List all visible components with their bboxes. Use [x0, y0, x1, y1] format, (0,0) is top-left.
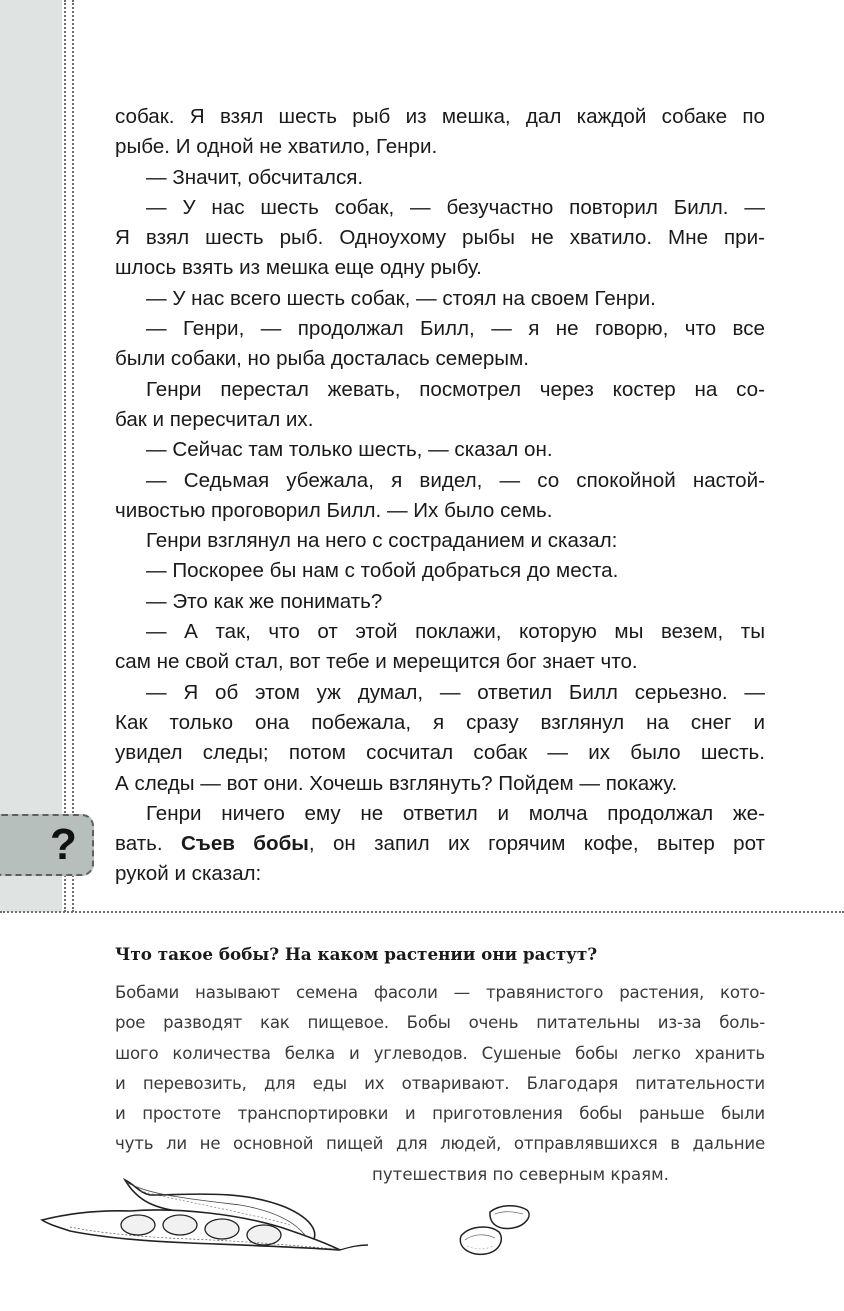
text-line: — У нас всего шесть собак, — стоял на своем Генри.	[146, 286, 656, 310]
text-fragment: , он запил их горячим кофе, вытер рот	[308, 832, 765, 856]
text-line: были собаки, но рыба досталась семерым.	[115, 347, 529, 371]
text-line: Я взял шесть рыб. Одноухому рыбы не хватило. Мне при-	[115, 226, 765, 250]
text-line: — Я об этом уж думал, — ответил Билл серьезно. —	[146, 680, 765, 704]
text-line: — У нас шесть собак, — безучастно повторил Билл. —	[146, 195, 765, 219]
question-marker	[0, 814, 94, 876]
answer-line: чуть ли не основной пищей для людей, отправлявшихся в дальние	[115, 1134, 765, 1154]
text-line: — Это как же понимать?	[146, 589, 383, 613]
text-line: А следы — вот они. Хочешь взглянуть? Пойдем — покажу.	[115, 771, 678, 795]
sidebar-answer-text	[115, 978, 765, 1160]
story-text	[115, 102, 765, 890]
answer-line: и простоте транспортировки и приготовления бобы раньше были	[115, 1104, 765, 1124]
glossary-term: Съев бобы	[180, 832, 309, 856]
text-line	[115, 829, 765, 859]
text-line: чивостью проговорил Билл. — Их было семь.	[115, 498, 553, 522]
text-line: — Поскорее бы нам с тобой добраться до места.	[146, 559, 619, 583]
text-line: — Сейчас там только шесть, — сказал он.	[146, 438, 553, 462]
beans-icon	[455, 1200, 535, 1260]
text-line: рыбе. И одной не хватило, Генри.	[115, 135, 438, 159]
answer-line: шого количества белка и углеводов. Сушеные бобы легко хранить	[115, 1043, 765, 1063]
text-line: бак и пересчитал их.	[115, 407, 314, 431]
answer-line: и перевозить, для еды их отваривают. Благодаря питательности	[115, 1073, 765, 1093]
margin-dotted-line	[64, 0, 66, 912]
margin-strip	[0, 0, 62, 912]
text-line: — Генри, — продолжал Билл, — я не говорю, что все	[146, 317, 765, 341]
text-line: шлось взять из мешка еще одну рыбу.	[115, 256, 482, 280]
text-line: Генри перестал жевать, посмотрел через костер на со-	[146, 377, 765, 401]
sidebar-question-title: Что такое бобы? На каком растении они растут?	[115, 944, 598, 964]
text-line: — Значит, обсчитался.	[146, 165, 364, 189]
answer-line: Бобами называют семена фасоли — травянистого растения, кото-	[115, 983, 765, 1002]
text-line: сам не свой стал, вот тебе и мерещится бог знает что.	[115, 650, 638, 674]
question-mark-icon: ?	[50, 820, 77, 869]
answer-line: рое разводят как пищевое. Бобы очень питательны из-за боль-	[115, 1013, 765, 1033]
margin-dotted-line	[72, 0, 74, 912]
text-fragment: вать.	[115, 832, 181, 856]
text-line: — Седьмая убежала, я видел, — со спокойной настой-	[146, 468, 765, 492]
text-line: рукой и сказал:	[115, 862, 262, 886]
text-line: увидел следы; потом сосчитал собак — их было шесть.	[115, 741, 765, 765]
text-line: Как только она побежала, я сразу взглянул на снег и	[115, 710, 765, 734]
answer-line: путешествия по северным краям.	[372, 1165, 669, 1184]
text-line: Генри взглянул на него с состраданием и сказал:	[146, 529, 618, 553]
bean-pod-icon	[40, 1165, 370, 1260]
text-line: собак. Я взял шесть рыб из мешка, дал каждой собаке по	[115, 105, 765, 128]
section-divider	[0, 911, 844, 913]
text-line: Генри ничего ему не ответил и молча продолжал же-	[146, 801, 765, 825]
text-line: — А так, что от этой поклажи, которую мы везем, ты	[146, 620, 765, 644]
